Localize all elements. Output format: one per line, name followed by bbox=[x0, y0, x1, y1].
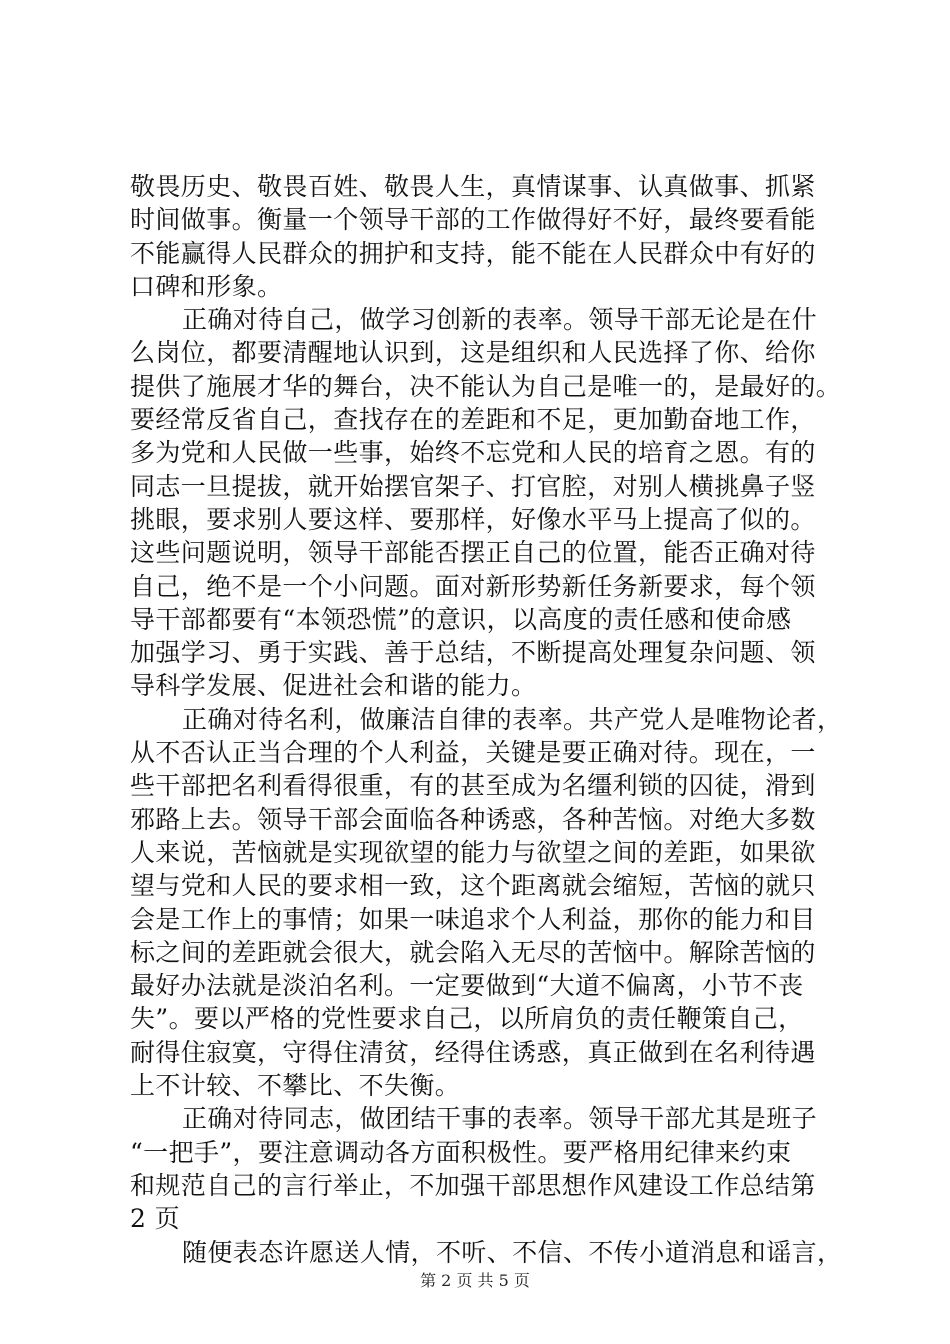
text-line: 导干部都要有“本领恐慌”的意识，以高度的责任感和使命感 bbox=[130, 604, 792, 634]
text-line: 最好办法就是淡泊名利。一定要做到“大道不偏离，小节不丧 bbox=[130, 971, 804, 1001]
text-line: 标之间的差距就会很大，就会陷入无尽的苦恼中。解除苦恼的 bbox=[130, 937, 816, 967]
text-line: 2 页 bbox=[130, 1204, 181, 1234]
text-line: 不能赢得人民群众的拥护和支持，能不能在人民群众中有好的 bbox=[130, 238, 816, 268]
text-line: 敬畏历史、敬畏百姓、敬畏人生，真情谋事、认真做事、抓紧 bbox=[130, 172, 816, 201]
text-line: 自己，绝不是一个小问题。面对新形势新任务新要求，每个领 bbox=[130, 571, 816, 601]
text-line: 正确对待名利，做廉洁自律的表率。共产党人是唯物论者， bbox=[182, 704, 843, 734]
text-line: 多为党和人民做一些事，始终不忘党和人民的培育之恩。有的 bbox=[130, 438, 816, 468]
text-line: 这些问题说明，领导干部能否摆正自己的位置，能否正确对待 bbox=[130, 538, 816, 568]
text-line: “一把手”，要注意调动各方面积极性。要严格用纪律来约束 bbox=[130, 1137, 792, 1167]
text-line: 些干部把名利看得很重，有的甚至成为名缰利锁的囚徒，滑到 bbox=[130, 771, 816, 801]
text-line: 耐得住寂寞，守得住清贫，经得住诱惑，真正做到在名利待遇 bbox=[130, 1037, 816, 1067]
text-line: 会是工作上的事情；如果一味追求个人利益，那你的能力和目 bbox=[130, 904, 816, 934]
text-line: 和规范自己的言行举止，不加强干部思想作风建设工作总结第 bbox=[130, 1170, 816, 1200]
text-line: 望与党和人民的要求相一致，这个距离就会缩短，苦恼的就只 bbox=[130, 871, 816, 901]
text-line: 么岗位，都要清醒地认识到，这是组织和人民选择了你、给你 bbox=[130, 338, 816, 368]
text-line: 人来说，苦恼就是实现欲望的能力与欲望之间的差距，如果欲 bbox=[130, 837, 816, 867]
text-line: 邪路上去。领导干部会面临各种诱惑，各种苦恼。对绝大多数 bbox=[130, 804, 816, 834]
text-line: 从不否认正当合理的个人利益，关键是要正确对待。现在，一 bbox=[130, 738, 816, 768]
text-line: 加强学习、勇于实践、善于总结，不断提高处理复杂问题、领 bbox=[130, 638, 816, 668]
text-line: 随便表态许愿送人情，不听、不信、不传小道消息和谣言， bbox=[182, 1237, 843, 1267]
text-line: 提供了施展才华的舞台，决不能认为自己是唯一的，是最好的。 bbox=[130, 371, 842, 401]
text-line: 上不计较、不攀比、不失衡。 bbox=[130, 1071, 461, 1101]
text-line: 时间做事。衡量一个领导干部的工作做得好不好，最终要看能 bbox=[130, 205, 816, 235]
text-line: 正确对待自己，做学习创新的表率。领导干部无论是在什 bbox=[182, 305, 818, 335]
text-line: 同志一旦提拔，就开始摆官架子、打官腔，对别人横挑鼻子竖 bbox=[130, 471, 816, 501]
text-line: 失”。要以严格的党性要求自己，以所肩负的责任鞭策自己， bbox=[130, 1004, 804, 1034]
page-footer: 第 2 页 共 5 页 bbox=[420, 1271, 530, 1290]
text-line: 导科学发展、促进社会和谐的能力。 bbox=[130, 671, 537, 701]
text-line: 正确对待同志，做团结干事的表率。领导干部尤其是班子 bbox=[182, 1104, 818, 1134]
text-line: 口碑和形象。 bbox=[130, 271, 283, 301]
text-line: 要经常反省自己，查找存在的差距和不足，更加勤奋地工作， bbox=[130, 405, 816, 435]
text-line: 挑眼，要求别人要这样、要那样，好像水平马上提高了似的。 bbox=[130, 504, 816, 534]
document-body bbox=[130, 170, 843, 1269]
